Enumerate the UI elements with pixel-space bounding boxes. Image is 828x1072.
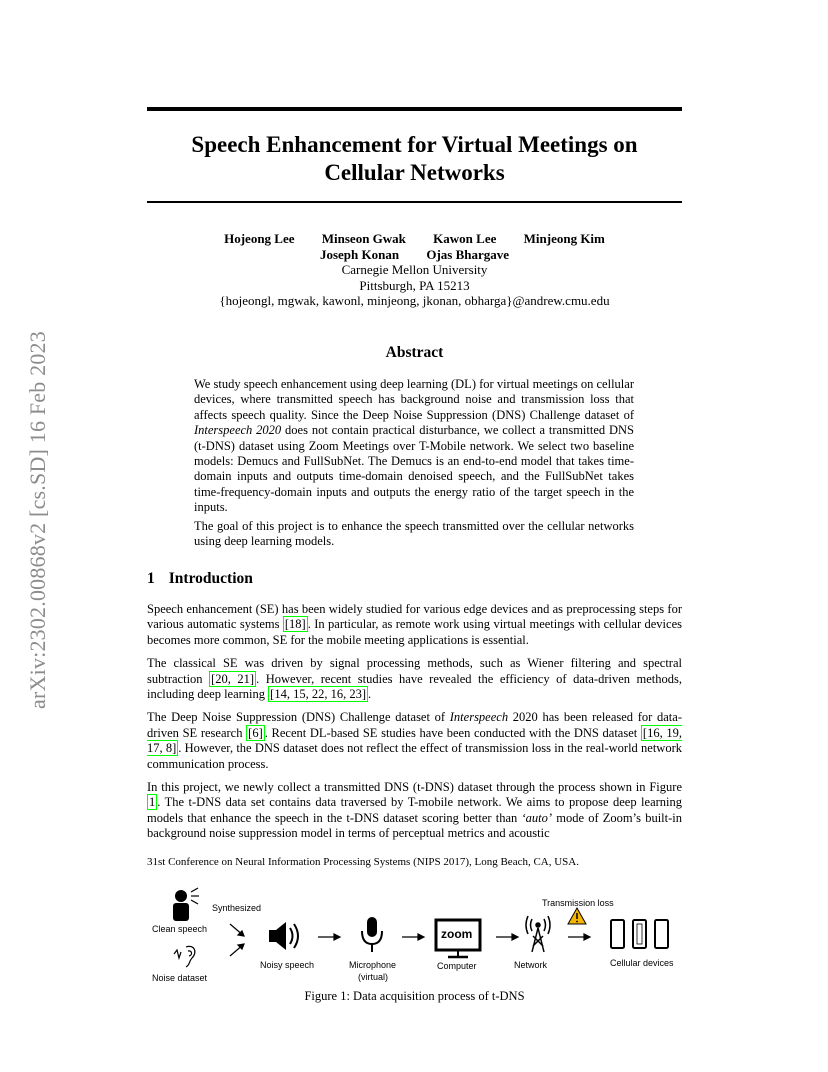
body-paragraph: Speech enhancement (SE) has been widely studied for various edge devices and as preprocessing steps for various automatic systems [18] . In particular, as remote work using virtual meetings with cellular devices becomes more common, SE for the mobile meeting applications is essential. — [147, 602, 682, 647]
flow-arrow-1 — [318, 934, 340, 940]
author-name: Hojeong Lee — [224, 231, 295, 246]
author-name: Kawon Lee — [433, 231, 497, 246]
author-name: Minseon Gwak — [321, 231, 406, 246]
merge-arrows — [230, 924, 244, 956]
flow-arrow-3 — [496, 934, 518, 940]
person-speaking-icon — [173, 888, 199, 921]
affiliation: Carnegie Mellon University — [341, 262, 488, 277]
transmission-loss-label: Transmission loss — [542, 898, 614, 908]
arxiv-id: arXiv:2302.00868v2 [cs.SD] 16 Feb 2023 — [25, 331, 50, 709]
citation-link[interactable]: [16, 19, 17, 8] — [147, 725, 682, 756]
location: Pittsburgh, PA 15213 — [359, 277, 470, 293]
figure-1 — [140, 884, 688, 990]
ear-noise-icon — [174, 946, 195, 967]
emails: {hojeongl, mgwak, kawonl, minjeong, jkonan, obharga}@andrew.cmu.edu — [219, 293, 610, 308]
microphone-label: Microphone — [349, 960, 397, 970]
citation-link[interactable]: [18] — [284, 617, 306, 632]
title-bottom-rule — [147, 201, 682, 203]
section-heading — [147, 570, 253, 588]
microphone-virtual-label: (virtual) — [358, 972, 389, 982]
abstract-heading: Abstract — [385, 344, 444, 361]
warning-icon — [568, 908, 586, 924]
cell-tower-icon — [526, 916, 550, 952]
network-label: Network — [514, 960, 548, 970]
abstract-paragraph: The goal of this project is to enhance the speech transmitted over the cellular networks using deep learning models. — [194, 518, 634, 549]
author-block — [147, 231, 682, 309]
paper-title — [147, 131, 682, 187]
body-paragraph: In this project, we newly collect a transmitted DNS (t-DNS) dataset through the process shown in Figure 1 . The t-DNS data set contains data traversed by T-mobile network. We aims to propose deep learning models that enhance the speech in the t-DNS dataset scoring better than ‘auto’ mode of Zoom’s built-in background noise suppression model in terms of perceptual metrics and acoustic — [147, 780, 682, 841]
figure-link[interactable]: 1 — [149, 795, 156, 810]
citation-link[interactable]: [6] — [248, 725, 263, 740]
microphone-icon — [362, 917, 382, 952]
author-name: Minjeong Kim — [523, 231, 605, 246]
cellular-devices-label: Cellular devices — [610, 958, 674, 968]
computer-label: Computer — [437, 961, 477, 971]
zoom-logo-text: zoom — [441, 927, 473, 941]
intro-body — [147, 602, 682, 850]
conference-footnote: 31st Conference on Neural Information Processing Systems (NIPS 2017), Long Beach, CA, USA. — [147, 856, 579, 868]
figure-caption: Figure 1: Data acquisition process of t-DNS — [304, 989, 525, 1003]
citation-link[interactable]: [14, 15, 22, 16, 23] — [270, 687, 366, 702]
noise-dataset-label: Noise dataset — [152, 973, 208, 983]
clean-speech-label: Clean speech — [152, 924, 208, 934]
body-paragraph: The Deep Noise Suppression (DNS) Challenge dataset of Interspeech 2020 has been released for data-driven SE research [6] . Recent DL-based SE studies have been conducted with the DNS dataset [16, 19, 17, 8] . However, the DNS dataset does not reflect the effect of transmission loss in the real-world network communication process. — [147, 710, 682, 771]
author-name: Joseph Konan — [319, 246, 400, 262]
title-line-2: Cellular Networks — [324, 160, 505, 185]
section-title: Introduction — [168, 570, 253, 587]
author-row-1 — [147, 231, 682, 247]
noisy-speech-label: Noisy speech — [260, 960, 315, 970]
body-paragraph: The classical SE was driven by signal processing methods, such as Wiener filtering and spectral subtraction [20, 21] . However, recent studies have revealed the efficiency of data-driven methods, including deep learning [14, 15, 22, 16, 23] . — [147, 656, 683, 702]
abstract-body — [194, 377, 634, 552]
author-name: Ojas Bhargave — [426, 246, 510, 262]
synthesized-label: Synthesized — [212, 903, 262, 913]
flow-arrow-4 — [568, 934, 590, 940]
abstract-paragraph: We study speech enhancement using deep learning (DL) for virtual meetings on cellular devices, where transmitted speech has background noise and transmission loss that affects speech quality. Since the Deep Noise Suppression (DNS) Challenge dataset of Interspeech 2020 does not contain practical disturbance, we collect a transmitted DNS (t-DNS) dataset using Zoom Meetings over T-Mobile network. We select two baseline models: Demucs and FullSubNet. The Demucs is an end-to-end model that takes time-domain inputs and outputs time-domain denoised speech, and the FullSubNet takes time-frequency-domain inputs and outputs the energy ratio of the target speech in the inputs. — [194, 377, 635, 515]
title-top-rule — [147, 107, 682, 111]
title-line-1: Speech Enhancement for Virtual Meetings on — [191, 132, 638, 157]
cellular-devices-icon — [611, 920, 668, 948]
author-row-2 — [147, 247, 682, 263]
speaker-icon — [269, 922, 298, 950]
flow-arrow-2 — [402, 934, 424, 940]
section-number: 1 — [147, 570, 155, 587]
arxiv-sidebar — [23, 290, 53, 750]
citation-link[interactable]: [20, 21] — [211, 671, 255, 686]
